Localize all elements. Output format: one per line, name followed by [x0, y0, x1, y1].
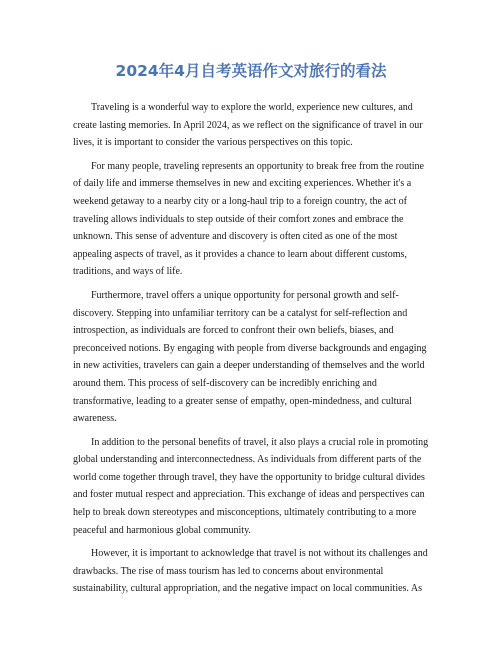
document-title: 2024年4月自考英语作文对旅行的看法 — [115, 62, 387, 80]
paragraph-5: However, it is important to acknowledge that travel is not without its challenges and drawbacks. The rise of mass tourism has led to concerns about environmental sustainability, cultural appropriation, and the negative impact on local communities. As — [73, 548, 428, 595]
paragraph-1: Traveling is a wonderful way to explore the world, experience new cultures, and create lasting memories. In April 2024, as we reflect on the significance of travel in our lives, it is important to consider the various perspectives on this topic. — [73, 102, 423, 149]
document-body — [73, 99, 433, 604]
paragraph-2: For many people, traveling represents an opportunity to break free from the routine of daily life and immerse themselves in new and exciting experiences. Whether it's a weekend getaway to a nearby city or a long-haul trip to a foreign country, the act of traveling allows individuals to step outside of their comfort zones and embrace the unknown. This sense of adventure and discovery is often cited as one of the most appealing aspects of travel, as it provides a chance to learn about different customs, traditions, and ways of life. — [73, 160, 424, 278]
paragraph-4: In addition to the personal benefits of travel, it also plays a crucial role in promoting global understanding and interconnectedness. As individuals from different parts of the world come together through travel, they have the opportunity to bridge cultural divides and foster mutual respect and appreciation. This exchange of ideas and perspectives can help to break down stereotypes and misconceptions, ultimately contributing to a more peaceful and harmonious global community. — [73, 436, 429, 536]
paragraph-3: Furthermore, travel offers a unique opportunity for personal growth and self-discovery. Stepping into unfamiliar territory can be a catalyst for self-reflection and introspection, as individuals are forced to confront their own beliefs, biases, and preconceived notions. By engaging with people from diverse backgrounds and engaging in new activities, travelers can gain a deeper understanding of themselves and the world around them. This process of self-discovery can be incredibly enriching and transformative, leading to a greater sense of empathy, open-mindedness, and cultural awareness. — [73, 289, 427, 425]
